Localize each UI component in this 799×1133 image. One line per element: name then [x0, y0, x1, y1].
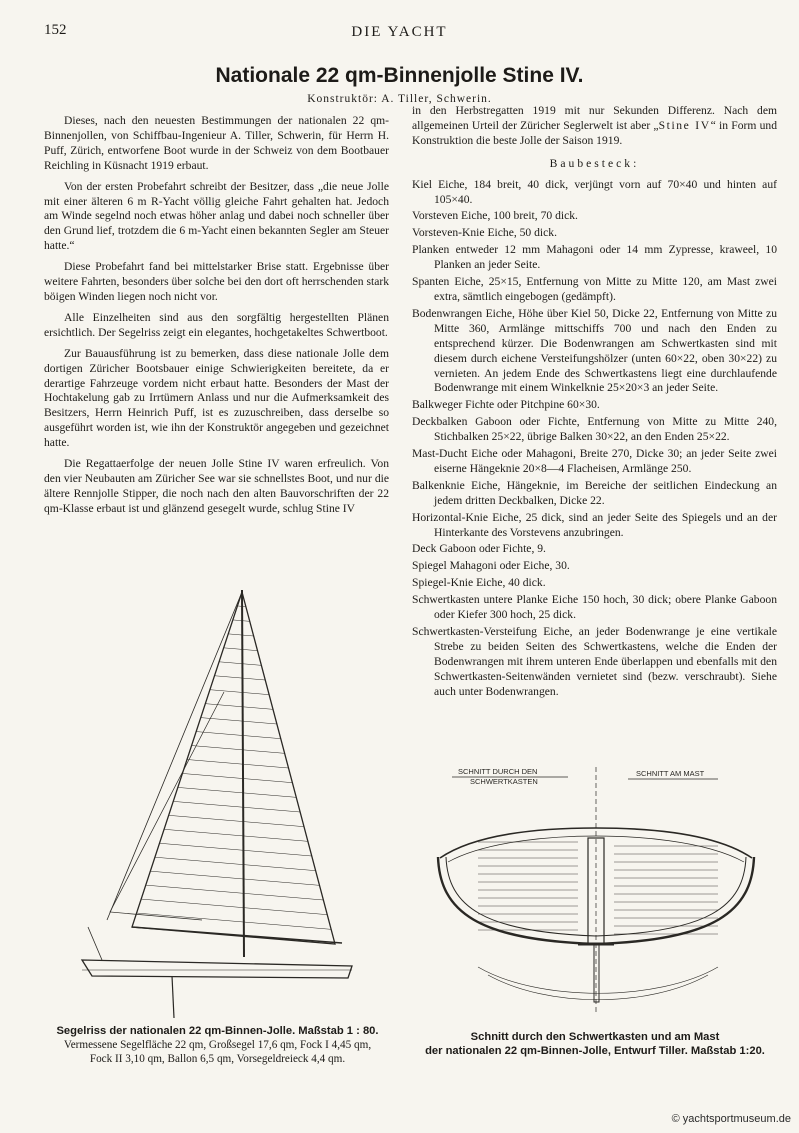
centerboard-line — [172, 976, 174, 1018]
list-item: Deck Gaboon oder Fichte, 9. — [412, 542, 546, 556]
paragraph: Dieses, nach den neuesten Bestimmungen der nationalen 22 qm-Binnenjollen, von Schiffbau-Ingenieur A. Tiller, Schwerin, für Herrn H. Puff, Zürich, entworfene Boot wurde in der Schweiz von dem Bootbauer Reichling in Küsnacht 1919 erbaut. — [44, 114, 389, 172]
sail-cloth-line — [215, 676, 266, 680]
caption-line: der nationalen 22 qm-Binnen-Jolle, Entwurf Tiller. Maßstab 1:20. — [425, 1045, 765, 1057]
list-item: Kiel Eiche, 184 breit, 40 dick, verjüngt vorn auf 70×40 und hinten auf 105×40. — [412, 177, 777, 206]
running-title: DIE YACHT — [351, 24, 448, 40]
sail-cloth-line — [228, 634, 253, 636]
caption-line: Fock II 3,10 qm, Ballon 6,5 qm, Vorsegeldreieck 4,4 qm. — [89, 1053, 346, 1065]
sail-cloth-line — [187, 760, 289, 769]
article-designer: Konstruktör: A. Tiller, Schwerin. — [307, 93, 492, 105]
sail-plan-caption — [40, 1024, 395, 1066]
sail-cloth-line — [146, 885, 324, 900]
sail-cloth-line — [173, 801, 300, 812]
mainsail-outline — [132, 592, 335, 944]
list-item: Horizontal-Knie Eiche, 25 dick, sind an jeder Seite des Spiegels und an der Hinterkante des Vorstevens anzubringen. — [412, 510, 777, 539]
lead-text-end: “ in Form und Konstruktion die beste Jolle der Saison 1919. — [412, 118, 778, 147]
sail-cloth-line — [192, 746, 285, 754]
watermark: © yachtsportmuseum.de — [671, 1113, 791, 1125]
section-label-left-1: SCHNITT DURCH DEN — [458, 767, 538, 776]
sail-cloth-line — [178, 787, 296, 797]
section-caption — [410, 1030, 780, 1058]
left-column — [44, 114, 389, 523]
baubesteck-heading: Baubesteck: — [549, 156, 640, 170]
section-drawing — [418, 762, 778, 1022]
right-column — [412, 104, 777, 702]
list-item: Schwertkasten-Versteifung Eiche, an jeder Bodenwrange je eine vertikale Strebe zu beiden Seiten des Schwertkastens, welche die Enden der Bodenwrangen mit ihrem unteren Ende überlappen und ebenfalls mit den Schwertkasten-Seitenwänden vernietet sind (bezw. verschraubt). Siehe auch unter Bodenwrangen. — [412, 625, 777, 698]
sail-cloth-line — [224, 648, 258, 651]
baubesteck-list — [412, 178, 777, 700]
sail-cloth-line — [160, 843, 312, 856]
list-item: Balkenknie Eiche, Hängeknie, im Bereiche der seitlichen Eindeckung an jedem dritten Deckbalken, Dicke 22. — [412, 478, 777, 507]
sail-cloth-line — [137, 913, 332, 929]
paragraph: Alle Einzelheiten sind aus den sorgfältig hergestellten Plänen ersichtlich. Der Segelriss zeigt ein elegantes, hochgetakeltes Schwertboot. — [44, 310, 389, 339]
sail-cloth-line — [237, 606, 245, 607]
caption-line: Schnitt durch den Schwertkasten und am Mast — [470, 1031, 720, 1043]
list-item: Planken entweder 12 mm Mahagoni oder 14 mm Zypresse, kraweel, 10 Planken an jeder Seite. — [412, 243, 777, 272]
sail-cloth-line — [150, 871, 319, 885]
paragraph: Von der ersten Probefahrt schreibt der Besitzer, dass „die neue Jolle mit einer älteren 6 m R-Yacht völlig gleiche Fahrt gehalten hat. Jedoch am Winde segelnd noch etwas höher anlag und dabei noch schneller über den Grund lief, trotzdem die 6 m-Yacht einen bekannten Segler am Steuer hatte.“ — [44, 179, 389, 253]
list-item: Mast-Ducht Eiche oder Mahagoni, Breite 270, Dicke 30; an jeder Seite zwei eiserne Hängeknie 20×8—4 Flacheisen, Armlänge 250. — [412, 447, 777, 475]
list-item: Bodenwrangen Eiche, Höhe über Kiel 50, Dicke 22, Entfernung von Mitte zu Mitte 360, Armlänge mittschiffs 700 und nach den Enden zu entsprechend kürzer. Die Bodenwrangen am Schwertkasten sind mit diesem durch eichene Versteifungshölzer (unten 60×22, oben 30×22) zu vernieten. An jedem Ende des Schwertkastens liegt eine durchlaufende Bodenwrange mit einem Winkelknie 25×20×3 an jeder Seite. — [412, 306, 777, 395]
section-label-right: SCHNITT AM MAST — [636, 769, 705, 778]
caption-title: Segelriss der nationalen 22 qm-Binnen-Jolle. Maßstab 1 : 80. — [56, 1025, 379, 1037]
forestay-line — [107, 592, 242, 920]
list-item: Vorsteven-Knie Eiche, 50 dick. — [412, 226, 557, 240]
article-title: Nationale 22 qm-Binnenjolle Stine IV. — [215, 64, 584, 87]
sail-plan-drawing — [52, 582, 382, 1022]
list-item: Spanten Eiche, 25×15, Entfernung von Mitte zu Mitte 120, am Mast zwei extra, sämtlich eingebogen (gedämpft). — [412, 275, 777, 303]
list-item: Spiegel-Knie Eiche, 40 dick. — [412, 576, 546, 590]
paragraph-continued — [412, 104, 777, 149]
paragraph: Zur Bauausführung ist zu bemerken, dass diese nationale Jolle dem dortigen Züricher Bootsbauer einige Schwierigkeiten bereitete, da er derartige Fahrzeuge vordem nicht erbaut hatte. Besonders der Mast der Hochtakelung gab zu Irrtümern Anlass und nur die Aufmerksamkeit des Besitzers, Herrn Heinrich Puff, ist es zuzuschreiben, dass derselbe so ausgeführt worden ist, wie ihn der Konstruktör angegeben und gezeichnet hatte. — [44, 346, 389, 450]
section-label-left-2: SCHWERTKASTEN — [470, 777, 538, 786]
list-item: Schwertkasten untere Planke Eiche 150 hoch, 30 dick; obere Planke Gaboon oder Kiefer 300 hoch, 25 dick. — [412, 593, 777, 622]
sail-cloth-line — [196, 732, 281, 739]
sail-cloth-line — [219, 662, 261, 666]
sail-cloth-line — [169, 815, 304, 826]
sail-cloth-line — [201, 718, 277, 724]
boom-line — [132, 927, 342, 943]
caption-line: Vermessene Segelfläche 22 qm, Großsegel 17,6 qm, Fock I 4,45 qm, — [63, 1039, 372, 1051]
sail-cloth-line — [164, 829, 308, 841]
hull-outline — [82, 960, 352, 978]
lead-text: in den Herbstregatten 1919 mit nur Sekunden Differenz. Nach dem allgemeinen Urteil der Züricher Seglerwelt ist aber „ — [412, 104, 777, 132]
sail-cloth-line — [155, 857, 316, 870]
paragraph: Die Regattaerfolge der neuen Jolle Stine IV waren erfreulich. Von den vier Neubauten am Züricher See war sie schnellstes Boot, und nur die ältere Rennjolle Stipper, die noch nach den alten Bauvorschriften der 22 qm-Klasse erbaut ist und glänzend gesegelt wurde, schlug Stine IV — [44, 457, 389, 515]
jib-outline — [110, 692, 224, 920]
page-number: 152 — [44, 22, 67, 38]
list-item: Balkweger Fichte oder Pitchpine 60×30. — [412, 398, 600, 412]
list-item: Spiegel Mahagoni oder Eiche, 30. — [412, 559, 570, 573]
sail-cloth-line — [210, 690, 269, 695]
list-item: Deckbalken Gaboon oder Fichte, Entfernung von Mitte zu Mitte 240, Stichbalken 25×22, übrige Balken 30×22, an den Enden 25×22. — [412, 415, 777, 444]
mast-line — [242, 590, 244, 957]
sail-cloth-line — [141, 899, 327, 915]
sail-cloth-line — [182, 773, 292, 782]
list-item: Vorsteven Eiche, 100 breit, 70 dick. — [412, 209, 578, 223]
paragraph: Diese Probefahrt fand bei mittelstarker Brise statt. Ergebnisse über weitere Fahrten, besonders über solche bei den dort oft herrschenden stark böigen Winden liegen noch nicht vor. — [44, 260, 389, 303]
boat-name: Stine IV — [658, 118, 711, 132]
